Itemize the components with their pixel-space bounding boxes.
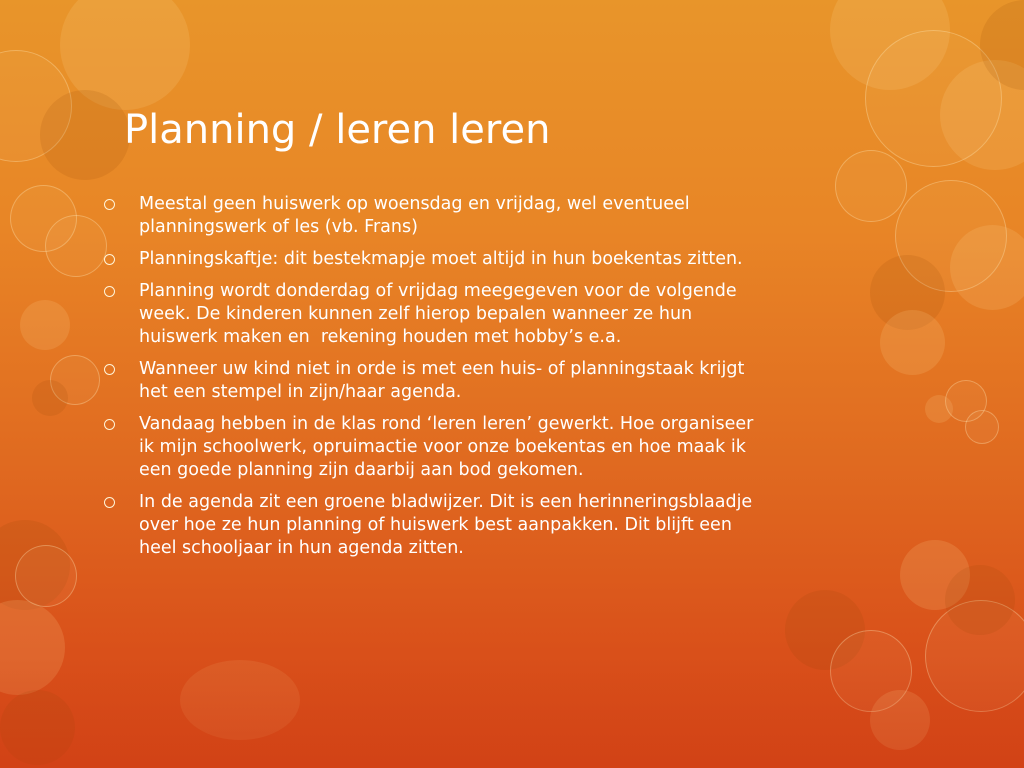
bullet-text: Planning wordt donderdag of vrijdag meegegeven voor de volgende week. De kinderen kunnen zelf hierop bepalen wanneer ze hun huiswerk maken en rekening houden met hobby’s e.a. — [139, 281, 737, 347]
hollow-circle-bullet-icon — [104, 199, 115, 210]
list-item — [104, 193, 904, 239]
hollow-circle-bullet-icon — [104, 254, 115, 265]
list-item — [104, 280, 904, 349]
slide-title: Planning / leren leren — [124, 107, 551, 153]
list-item — [104, 248, 904, 271]
bullet-text: Meestal geen huiswerk op woensdag en vrijdag, wel eventueel planningswerk of les (vb. Frans) — [139, 194, 690, 237]
hollow-circle-bullet-icon — [104, 497, 115, 508]
list-item — [104, 491, 904, 560]
bullet-text: In de agenda zit een groene bladwijzer. Dit is een herinneringsblaadje over hoe ze hun planning of huiswerk best aanpakken. Dit blijft een heel schooljaar in hun agenda zitten. — [139, 492, 753, 558]
list-item — [104, 413, 904, 482]
hollow-circle-bullet-icon — [104, 364, 115, 375]
bullet-text: Planningskaftje: dit bestekmapje moet altijd in hun boekentas zitten. — [139, 249, 743, 269]
bullet-list — [104, 193, 904, 569]
bullet-text: Wanneer uw kind niet in orde is met een huis- of planningstaak krijgt het een stempel in zijn/haar agenda. — [139, 359, 745, 402]
hollow-circle-bullet-icon — [104, 419, 115, 430]
list-item — [104, 358, 904, 404]
hollow-circle-bullet-icon — [104, 286, 115, 297]
bullet-text: Vandaag hebben in de klas rond ‘leren leren’ gewerkt. Hoe organiseer ik mijn schoolwerk, opruimactie voor onze boekentas en hoe maak ik een goede planning zijn daarbij aan bod gekomen. — [139, 414, 754, 480]
